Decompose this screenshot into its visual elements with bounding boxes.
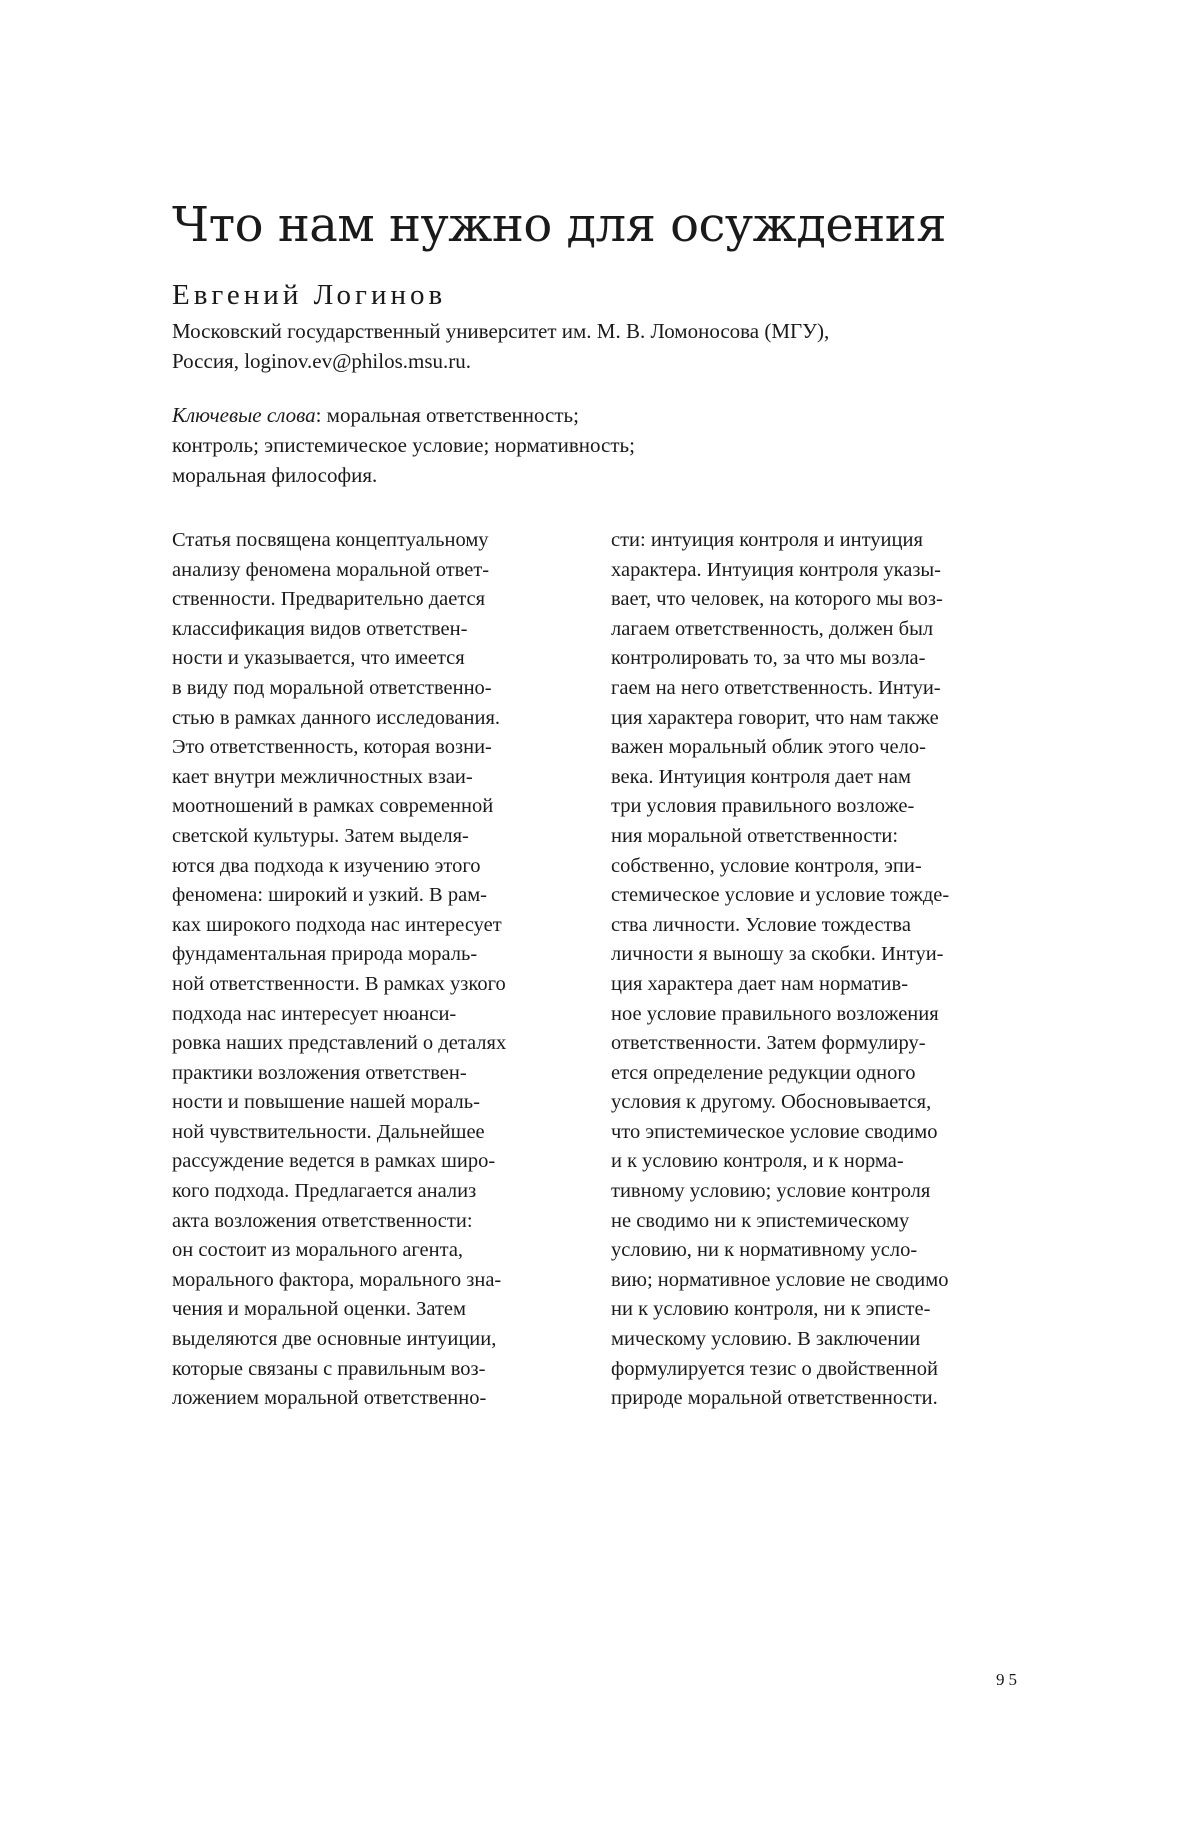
author-name: Евгений Логинов [172, 279, 447, 311]
abstract-line: рассуждение ведется в рамках широ- [172, 1150, 496, 1173]
abstract-line: кает внутри межличностных взаи- [172, 765, 473, 788]
abstract-line: условия к другому. Обосновывается, [611, 1091, 932, 1114]
abstract-line: акта возложения ответственности: [172, 1209, 473, 1232]
abstract-line: он состоит из морального агента, [172, 1239, 464, 1262]
abstract-line: ности и указывается, что имеется [172, 647, 465, 670]
abstract-line: моотношений в рамках современной [172, 795, 494, 818]
affiliation-line: Россия, loginov.ev@philos.msu.ru. [172, 349, 472, 373]
abstract-line: ется определение редукции одного [611, 1061, 916, 1084]
abstract-line: практики возложения ответствен- [172, 1061, 467, 1084]
abstract-line: ности и повышение нашей мораль- [172, 1091, 480, 1114]
keywords-text: : моральная ответственность; [315, 403, 579, 427]
abstract-line: века. Интуиция контроля дает нам [611, 765, 911, 788]
abstract-line: личности я выношу за скобки. Интуи- [611, 943, 944, 966]
abstract-line: ция характера дает нам норматив- [611, 972, 909, 995]
abstract-left-column [172, 526, 588, 1414]
keywords-block [172, 400, 635, 490]
abstract-line: собственно, условие контроля, эпи- [611, 854, 922, 877]
abstract-line: условию, ни к нормативному усло- [611, 1239, 918, 1262]
abstract-line: чения и моральной оценки. Затем [172, 1298, 466, 1321]
abstract-line: подхода нас интересует нюанси- [172, 1002, 457, 1025]
abstract-line: характера. Интуиция контроля указы- [611, 558, 942, 581]
abstract-line: ственности. Предварительно дается [172, 588, 486, 611]
abstract-line: ной чувствительности. Дальнейшее [172, 1120, 485, 1143]
abstract-line: ответственности. Затем формулиру- [611, 1032, 926, 1055]
abstract-line: гаем на него ответственность. Интуи- [611, 676, 941, 699]
abstract-line: классификация видов ответствен- [172, 617, 468, 640]
abstract-line: стью в рамках данного исследования. [172, 706, 500, 729]
abstract-line: ни к условию контроля, ни к эписте- [611, 1298, 931, 1321]
keywords-label: Ключевые слова [172, 403, 316, 427]
keywords-line: контроль; эпистемическое условие; нормативность; [172, 433, 635, 457]
abstract-line: Статья посвящена концептуальному [172, 529, 489, 551]
abstract-line: ное условие правильного возложения [611, 1002, 939, 1025]
abstract-line: тивному условию; условие контроля [611, 1180, 931, 1203]
abstract-line: фундаментальная природа мораль- [172, 943, 478, 966]
abstract-line: феномена: широкий и узкий. В рам- [172, 884, 487, 907]
abstract-line: анализу феномена моральной ответ- [172, 558, 490, 581]
keywords-line: моральная философия. [172, 463, 378, 487]
abstract-right-column [611, 526, 1031, 1414]
abstract-line: ложением моральной ответственно- [172, 1387, 487, 1410]
keywords-first-line [172, 400, 635, 430]
abstract-line: вию; нормативное условие не сводимо [611, 1268, 949, 1291]
abstract-line: ства личности. Условие тождества [611, 913, 911, 936]
abstract-line: лагаем ответственность, должен был [611, 617, 934, 640]
abstract-line: выделяются две основные интуиции, [172, 1328, 497, 1351]
abstract-line: контролировать то, за что мы возла- [611, 647, 926, 670]
abstract-line: ной ответственности. В рамках узкого [172, 972, 506, 995]
abstract-line: и к условию контроля, и к норма- [611, 1150, 904, 1173]
abstract-line: ния моральной ответственности: [611, 824, 899, 847]
article-title: Что нам нужно для осуждения [172, 197, 947, 253]
abstract-line: кого подхода. Предлагается анализ [172, 1180, 477, 1203]
abstract-line: мическому условию. В заключении [611, 1328, 921, 1351]
page-number: 95 [996, 1670, 1021, 1689]
abstract-line: не сводимо ни к эпистемическому [611, 1209, 910, 1232]
abstract-line: природе моральной ответственности. [611, 1387, 938, 1410]
abstract-line: стемическое условие и условие тожде- [611, 884, 950, 907]
abstract-line: морального фактора, морального зна- [172, 1268, 502, 1291]
affiliation-line: Московский государственный университет им. М. В. Ломоносова (МГУ), [172, 319, 830, 343]
abstract-line: ются два подхода к изучению этого [172, 854, 481, 877]
abstract-line: три условия правильного возложе- [611, 795, 915, 818]
author-affiliation [172, 316, 829, 376]
abstract-line: ция характера говорит, что нам также [611, 706, 939, 729]
abstract-line: сти: интуиция контроля и интуиция [611, 529, 923, 551]
abstract-line: формулируется тезис о двойственной [611, 1357, 938, 1380]
abstract-line: вает, что человек, на которого мы воз- [611, 588, 943, 611]
abstract-line: что эпистемическое условие сводимо [611, 1120, 938, 1143]
abstract-line: важен моральный облик этого чело- [611, 736, 926, 759]
abstract-line: светской культуры. Затем выделя- [172, 824, 469, 847]
abstract-line: в виду под моральной ответственно- [172, 676, 492, 699]
abstract-line: которые связаны с правильным воз- [172, 1357, 486, 1380]
abstract-line: ровка наших представлений о деталях [172, 1032, 507, 1055]
abstract-line: Это ответственность, которая возни- [172, 736, 492, 759]
abstract-line: ках широкого подхода нас интересует [172, 913, 502, 936]
